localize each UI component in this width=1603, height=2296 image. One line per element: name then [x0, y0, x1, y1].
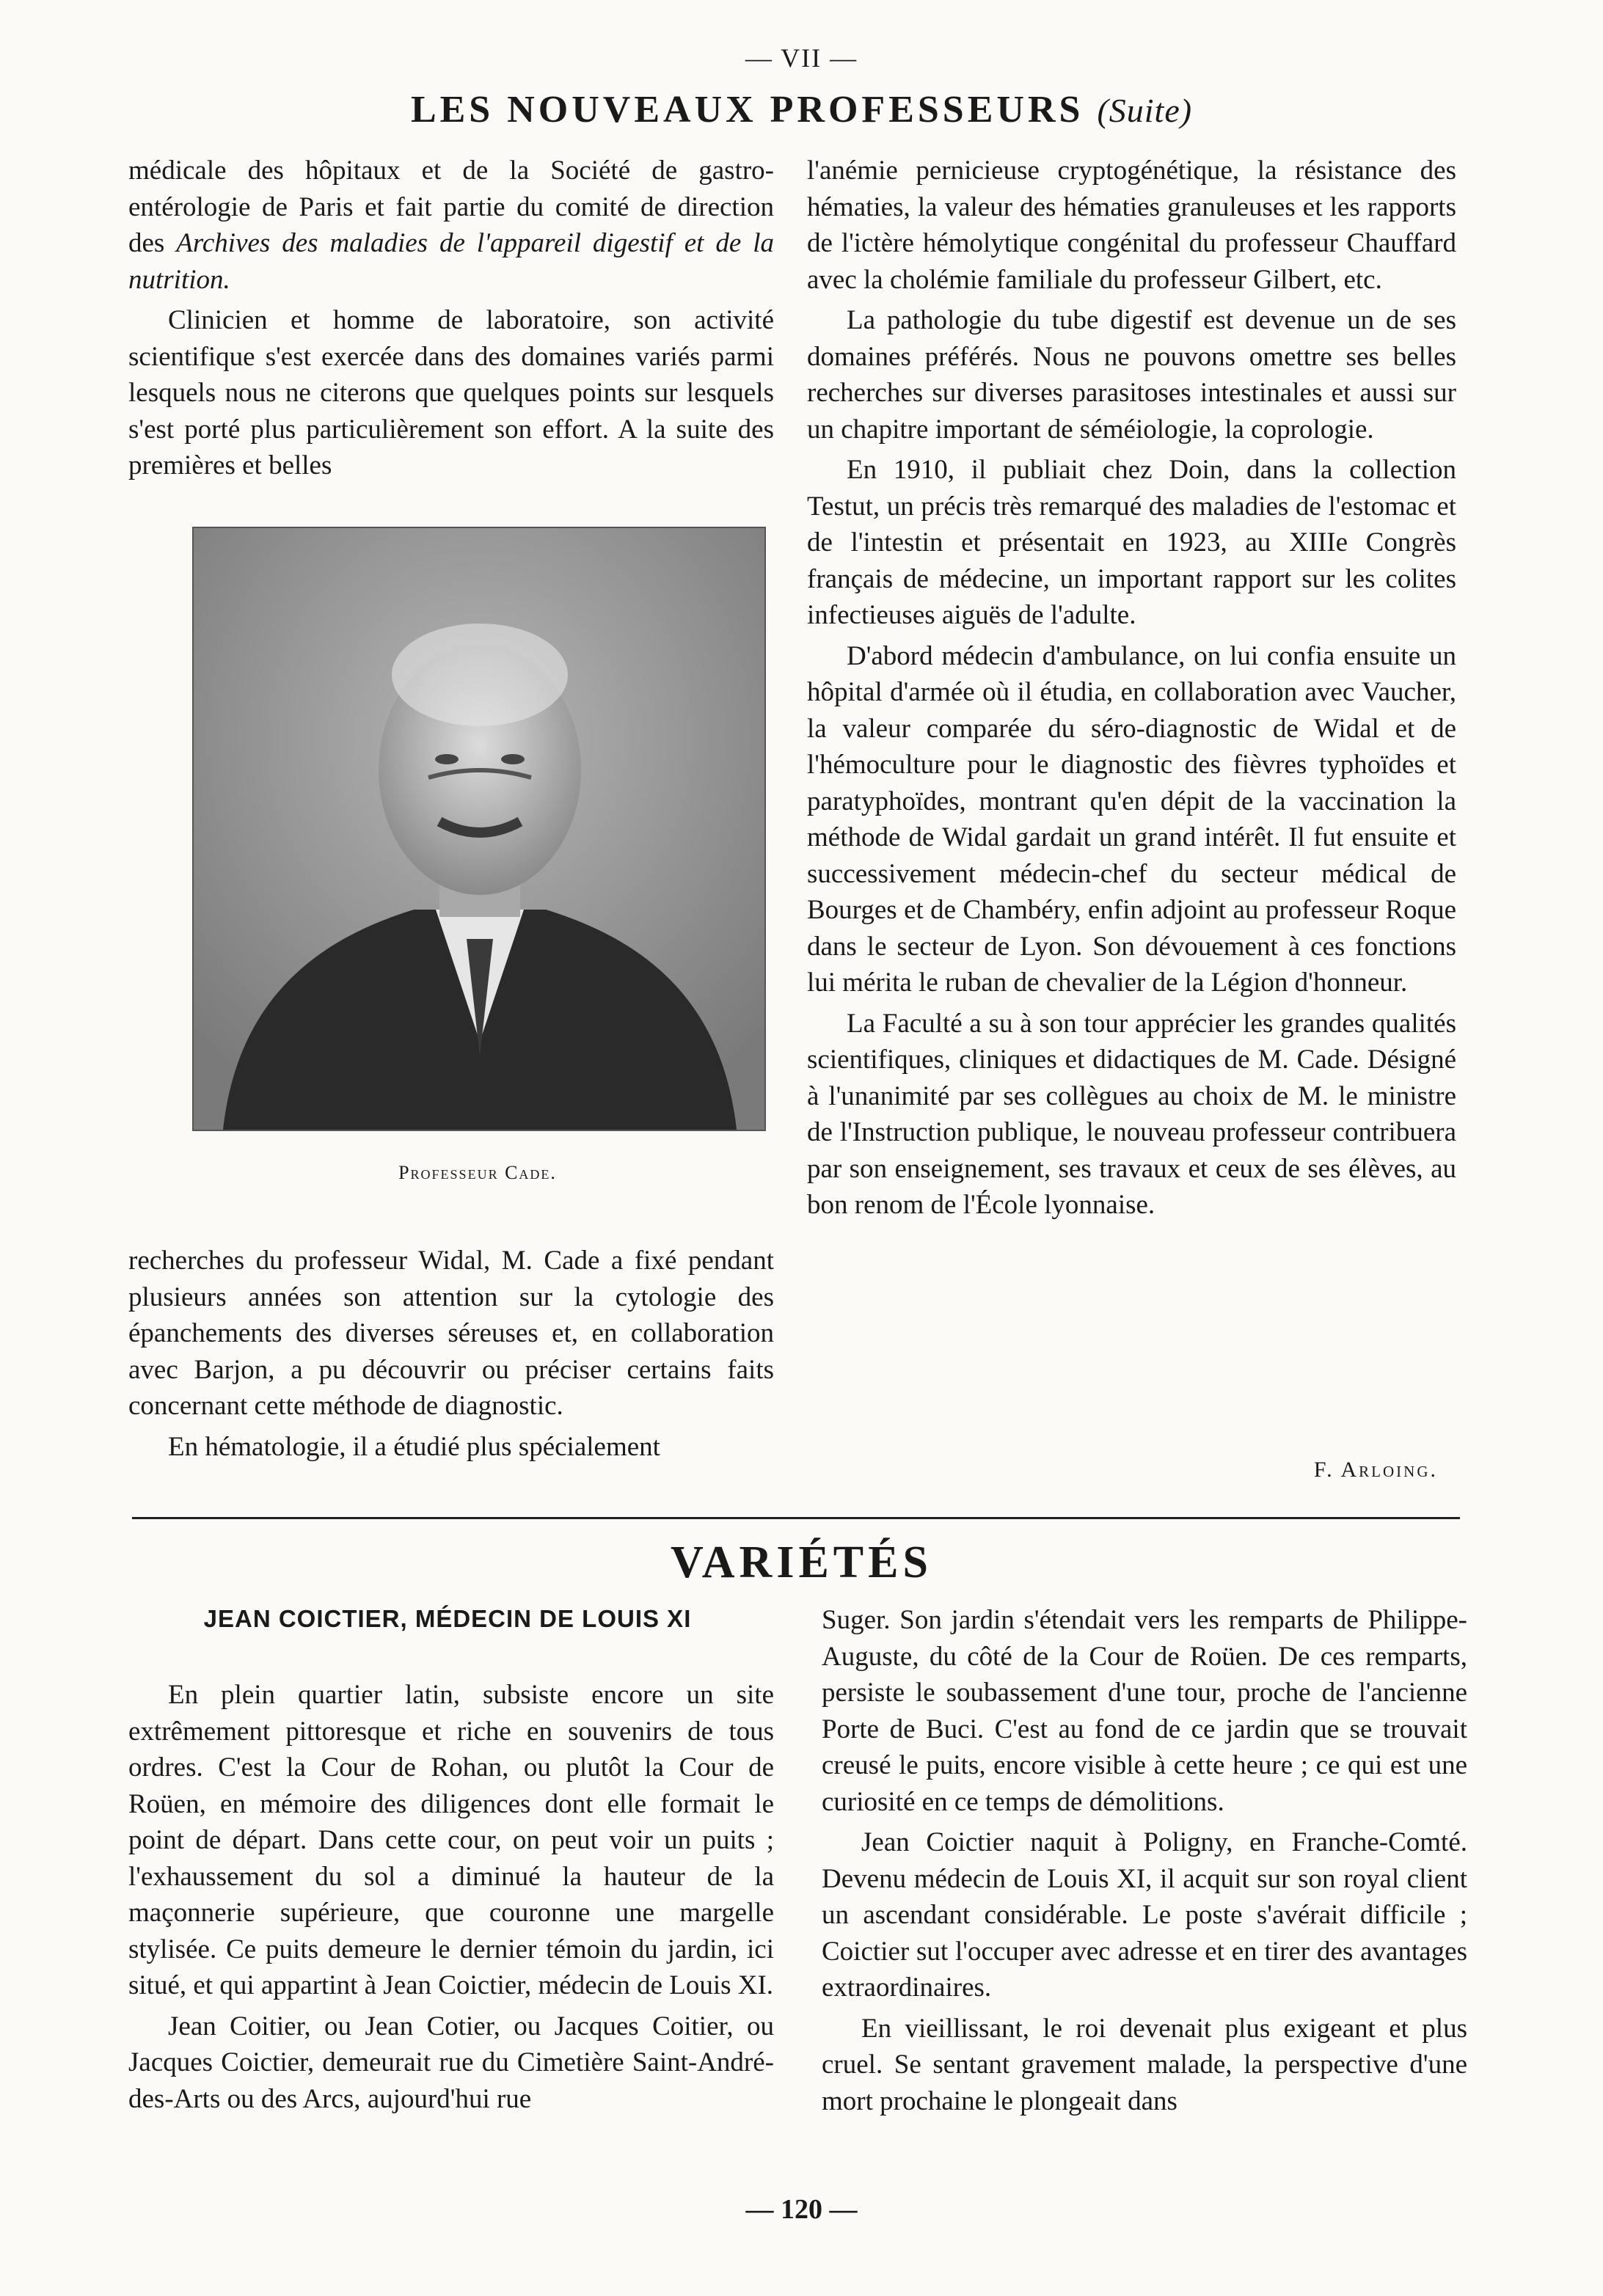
- cade-right-paragraph-2: La pathologie du tube digestif est devenue un de ses domaines préférés. Nous ne pouvons omettre ses belles recherches sur diverses parasitoses intestinales et aussi sur un chapitre important de séméiologie, la coprologie.: [807, 305, 1456, 445]
- section-heading: [0, 88, 1603, 131]
- heading-suffix: (Suite): [1097, 92, 1193, 129]
- varietes-heading: VARIÉTÉS: [670, 1538, 932, 1587]
- cade-paragraph-4: En hématologie, il a étudié plus spécialement: [168, 1431, 660, 1462]
- cade-left-bottom-column: [128, 1243, 774, 1465]
- cade-right-paragraph-1: l'anémie pernicieuse cryptogénétique, la résistance des hématies, la valeur des hématies granuleuses et les rapports de l'ictère hémolytique congénital du professeur Chauffard avec la cholémie familiale du professeur Gilbert, etc.: [807, 156, 1456, 295]
- portrait-photo: [192, 527, 766, 1131]
- portrait-image: [194, 528, 764, 1130]
- heading-title: LES NOUVEAUX PROFESSEURS: [410, 89, 1084, 131]
- cade-right-paragraph-4: D'abord médecin d'ambulance, on lui confia ensuite un hôpital d'armée où il étudia, en collaboration avec Vaucher, la valeur comparée du séro-diagnostic de Widal et de l'hémoculture pour le diagnostic des fièvres typhoïdes et paratyphoïdes, montrant qu'en dépit de la vaccination la méthode de Widal gardait un grand intérêt. Il fut ensuite et successivement médecin-chef du secteur médical de Bourges et de Chambéry, enfin adjoint au professeur Roque dans le secteur de Lyon. Son dévouement à ces fonctions lui mérita le ruban de chevalier de la Légion d'honneur.: [807, 640, 1456, 998]
- author-signature: F. Arloing.: [1313, 1458, 1438, 1482]
- page-number-top: — VII —: [745, 43, 858, 73]
- article-subheading: JEAN COICTIER, MÉDECIN DE LOUIS XI: [203, 1605, 692, 1632]
- photo-caption: Professeur Cade.: [398, 1162, 557, 1183]
- cade-right-paragraph-5: La Faculté a su à son tour apprécier les grandes qualités scientifiques, cliniques et didactiques de M. Cade. Désigné à l'unanimité par ses collègues au choix de M. le ministre de l'Instruction publique, le nouveau professeur contribuera par son enseignement, ses travaux et ceux de ses élèves, au bon renom de l'École lyonnaise.: [807, 1008, 1456, 1220]
- varietes-right-paragraph-1: Suger. Son jardin s'étendait vers les remparts de Philippe-Auguste, du côté de la Cour de Roüen. De ces remparts, persiste le soubassement d'une tour, proche de l'ancienne Porte de Buci. C'est au fond de ce jardin que se trouvait creusé le puits, encore visible à cette heure ; ce qui est une curiosité en ce temps de démolitions.: [822, 1605, 1467, 1817]
- varietes-paragraph-2: Jean Coitier, ou Jean Cotier, ou Jacques Coitier, ou Jacques Coictier, demeurait rue du Cimetière Saint-André-des-Arts ou des Arcs, aujourd'hui rue: [128, 2011, 774, 2114]
- varietes-right-paragraph-3: En vieillissant, le roi devenait plus exigeant et plus cruel. Se sentant gravement malade, la perspective d'une mort prochaine le plongeait dans: [822, 2013, 1467, 2116]
- page-number-bottom: — 120 —: [745, 2194, 858, 2225]
- cade-paragraph-2: Clinicien et homme de laboratoire, son activité scientifique s'est exercée dans des domaines variés parmi lesquels nous ne citerons que quelques points sur lesquels s'est porté plus particulièrement son effort. A la suite des premières et belles: [128, 305, 774, 480]
- cade-left-top-column: [128, 153, 774, 484]
- varietes-right-paragraph-2: Jean Coictier naquit à Poligny, en Franche-Comté. Devenu médecin de Louis XI, il acquit sur son royal client un ascendant considérable. Le poste s'avérait difficile ; Coictier sut l'occuper avec adresse et en tirer des avantages extraordinaires.: [822, 1827, 1467, 2003]
- cade-right-column: [807, 153, 1456, 1224]
- cade-paragraph-1: médicale des hôpitaux et de la Société de gastro-entérologie de Paris et fait partie du comité de direction des Archives des maladies de l'appareil digestif et de la nutrition.: [128, 156, 774, 295]
- varietes-paragraph-1: En plein quartier latin, subsiste encore un site extrêmement pittoresque et riche en souvenirs de tous ordres. C'est la Cour de Rohan, ou plutôt la Cour de Roüen, en mémoire des diligences dont elle formait le point de départ. Dans cette cour, on peut voir un puits ; l'exhaussement du sol a diminué la hauteur de la maçonnerie supérieure, que couronne une margelle stylisée. Ce puits demeure le dernier témoin du jardin, ici situé, et qui appartint à Jean Coictier, médecin de Louis XI.: [128, 1680, 774, 2000]
- cade-paragraph-3: recherches du professeur Widal, M. Cade a fixé pendant plusieurs années son attention sur la cytologie des épanchements des diverses séreuses et, en collaboration avec Barjon, a pu découvrir ou préciser certains faits concernant cette méthode de diagnostic.: [128, 1246, 774, 1421]
- journal-title: Archives des maladies de l'appareil digestif et de la nutrition.: [128, 228, 774, 295]
- cade-right-paragraph-3: En 1910, il publiait chez Doin, dans la collection Testut, un précis très remarqué des maladies de l'estomac et de l'intestin et présentait en 1923, au XIIIe Congrès français de médecine, un important rapport sur les colites infectieuses aiguës de l'adulte.: [807, 455, 1456, 630]
- varietes-right-column: [822, 1602, 1467, 2119]
- section-divider: [132, 1517, 1460, 1519]
- varietes-left-column: [128, 1677, 774, 2117]
